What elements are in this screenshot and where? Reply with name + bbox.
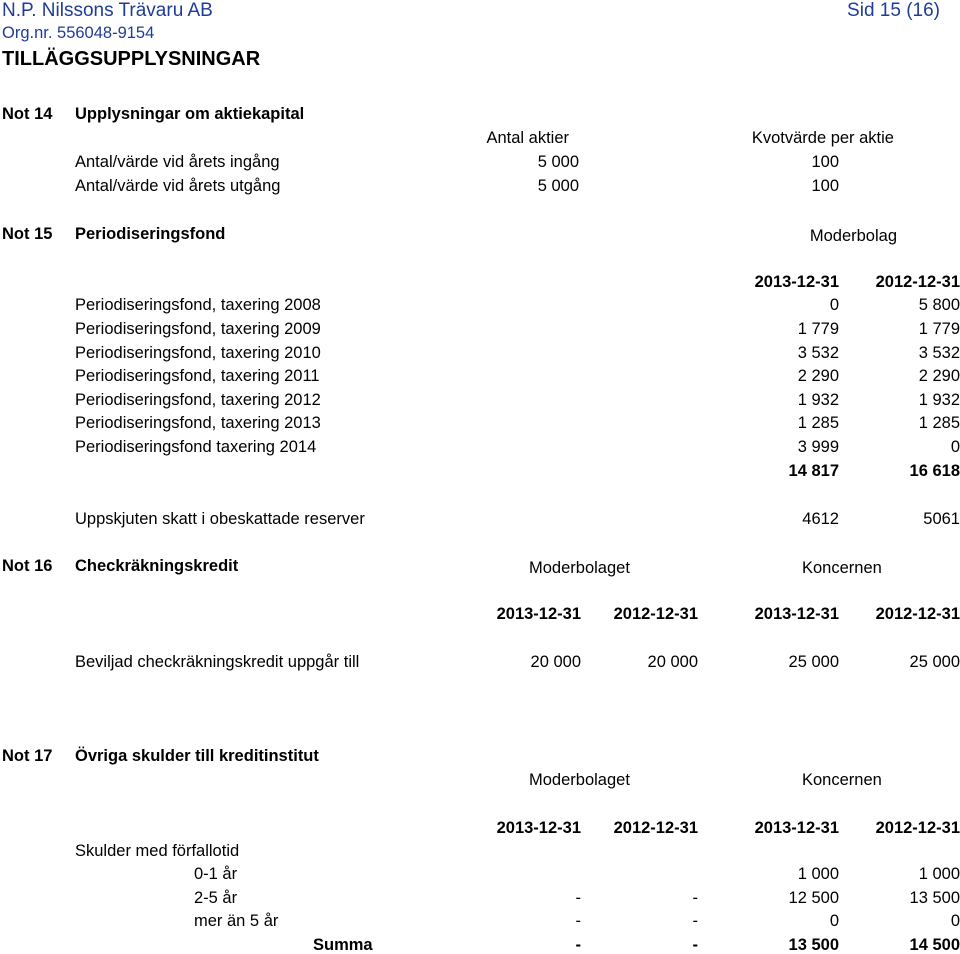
note17-date: 2012-12-31 xyxy=(875,819,960,837)
note17-sub-label: Skulder med förfallotid xyxy=(75,842,240,860)
sum-value: - xyxy=(692,936,698,954)
row-label: Periodiseringsfond, taxering 2012 xyxy=(75,391,321,409)
row-value: 0 xyxy=(950,438,960,456)
note15-group: Moderbolag xyxy=(809,227,897,245)
row-value: - xyxy=(575,889,581,907)
credit-value: 20 000 xyxy=(647,653,698,671)
row-value: 3 532 xyxy=(918,344,960,362)
deferred-tax-current: 4612 xyxy=(802,510,839,528)
row-value: 1 285 xyxy=(797,414,839,432)
row-label: Periodiseringsfond taxering 2014 xyxy=(75,438,317,456)
note14-title: Upplysningar om aktiekapital xyxy=(75,105,305,123)
note17-date: 2013-12-31 xyxy=(754,819,839,837)
note16-date: 2012-12-31 xyxy=(875,605,960,623)
org-number: Org.nr. 556048-9154 xyxy=(2,24,155,42)
row-value: 100 xyxy=(811,177,839,195)
note17-title: Övriga skulder till kreditinstitut xyxy=(75,747,319,765)
row-label: Periodiseringsfond, taxering 2010 xyxy=(75,344,321,362)
row-value: - xyxy=(575,912,581,930)
credit-label: Beviljad checkräkningskredit uppgår till xyxy=(75,653,360,671)
credit-value: 25 000 xyxy=(909,653,960,671)
row-label: Periodiseringsfond, taxering 2011 xyxy=(75,367,320,385)
row-value: 1 779 xyxy=(918,320,960,338)
page-number: Sid 15 (16) xyxy=(847,0,940,21)
note15-total-previous: 16 618 xyxy=(909,462,960,480)
company-name: N.P. Nilssons Trävaru AB xyxy=(2,0,213,21)
row-value: 0 xyxy=(829,912,839,930)
note15-date-current: 2013-12-31 xyxy=(754,273,839,291)
row-value: 2 290 xyxy=(797,367,839,385)
row-value: 5 800 xyxy=(918,296,960,314)
row-value: 2 290 xyxy=(918,367,960,385)
row-value: 100 xyxy=(811,153,839,171)
row-label: Antal/värde vid årets utgång xyxy=(75,177,281,195)
row-value: 1 285 xyxy=(918,414,960,432)
credit-value: 25 000 xyxy=(788,653,839,671)
note16-number: Not 16 xyxy=(2,557,53,575)
row-value: 5 000 xyxy=(537,153,579,171)
note17-date: 2012-12-31 xyxy=(613,819,698,837)
sum-value: 14 500 xyxy=(909,936,960,954)
note15-title: Periodiseringsfond xyxy=(75,225,226,243)
note17-group-parent: Moderbolaget xyxy=(529,771,630,789)
row-label: mer än 5 år xyxy=(194,912,279,930)
note15-number: Not 15 xyxy=(2,225,53,243)
note14-col-quota: Kvotvärde per aktie xyxy=(751,129,894,147)
note17-group-group: Koncernen xyxy=(802,771,882,789)
deferred-tax-previous: 5061 xyxy=(923,510,960,528)
note17-date: 2013-12-31 xyxy=(496,819,581,837)
row-value: 13 500 xyxy=(909,889,960,907)
row-value: 1 000 xyxy=(797,865,839,883)
sum-value: 13 500 xyxy=(788,936,839,954)
note16-date: 2012-12-31 xyxy=(613,605,698,623)
row-label: 0-1 år xyxy=(194,865,238,883)
credit-value: 20 000 xyxy=(530,653,581,671)
row-value: 1 932 xyxy=(918,391,960,409)
section-title: TILLÄGGSUPPLYSNINGAR xyxy=(2,48,261,70)
row-value: - xyxy=(692,889,698,907)
note14-number: Not 14 xyxy=(2,105,53,123)
note14-col-shares: Antal aktier xyxy=(486,129,569,147)
row-value: 1 000 xyxy=(918,865,960,883)
note16-title: Checkräkningskredit xyxy=(75,557,239,575)
row-label: Periodiseringsfond, taxering 2008 xyxy=(75,296,321,314)
note16-group-parent: Moderbolaget xyxy=(529,559,630,577)
sum-label: Summa xyxy=(313,936,373,954)
note15-total-current: 14 817 xyxy=(788,462,839,480)
note15-date-previous: 2012-12-31 xyxy=(875,273,960,291)
note16-group-group: Koncernen xyxy=(802,559,882,577)
row-value: 1 932 xyxy=(797,391,839,409)
row-value: 1 779 xyxy=(797,320,839,338)
sum-value: - xyxy=(575,936,581,954)
note16-date: 2013-12-31 xyxy=(496,605,581,623)
note17-number: Not 17 xyxy=(2,747,53,765)
row-value: 12 500 xyxy=(788,889,839,907)
row-value: 3 999 xyxy=(797,438,839,456)
row-value: 3 532 xyxy=(797,344,839,362)
deferred-tax-label: Uppskjuten skatt i obeskattade reserver xyxy=(75,510,365,528)
row-label: 2-5 år xyxy=(194,889,238,907)
row-label: Periodiseringsfond, taxering 2013 xyxy=(75,414,321,432)
row-value: 5 000 xyxy=(537,177,579,195)
row-label: Periodiseringsfond, taxering 2009 xyxy=(75,320,321,338)
row-value: 0 xyxy=(950,912,960,930)
row-value: - xyxy=(692,912,698,930)
note16-date: 2013-12-31 xyxy=(754,605,839,623)
row-label: Antal/värde vid årets ingång xyxy=(75,153,280,171)
row-value: 0 xyxy=(829,296,839,314)
